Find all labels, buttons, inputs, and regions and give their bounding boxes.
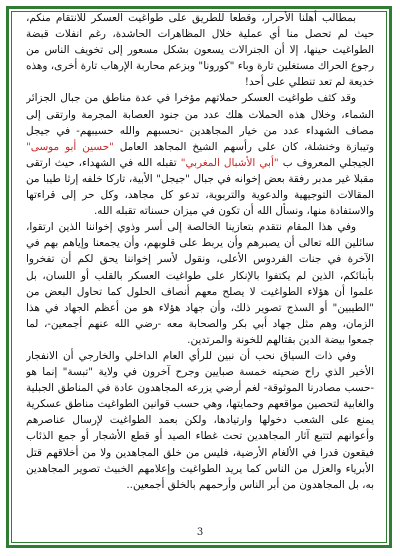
- paragraph-condolences: وفي هذا المقام نتقدم بتعازينا الخالصة إلى أسر وذوي إخواننا الذين ارتقوا، سائلين الله تعالى أن يصبرهم وأن يربط على قلوبهم، وأن يجمعنا وإياهم بهم في الآخرة في جنات الفردوس الأعلى، ونقول لأسر إخواننا يحق لكم أن تفخروا بأبنائكم، الذين لم يكتفوا بالإنكار على طواغيت العسكر بالقلب أو اللسان، بل علموا أن هؤلاء الطواغيت لا يصلح معهم أنصاف الحلول كما تحاول البعض من "الطيبين" أو السذج تصوير ذلك، وأن جهاد هؤلاء هو من أعظم الجهاد في هذا الزمان، وهم مثل جهاد أبي بكر والصحابة معه -رضي الله عنهم أجمعين-، لما جمعوا بيضة الدين بقتالهم للخونة والمرتدين.: [26, 221, 374, 346]
- highlighted-name: "حسين أبو موسى": [26, 140, 114, 153]
- paragraph-martyrs: [26, 90, 374, 219]
- page-number: 3: [196, 527, 204, 538]
- paragraph-martyrs-text-3: تقبله الله في الشهداء، حيث ارتقى مقبلا غير مدبر رفقة بعض إخوانه في جبال "جيجل" الأبية، تاركا خلفه إرثا طيبا من المقالات التوجيهية والدعوية والتربوية، تدعو كل مجاهد، وكل حر إلى قراءتها والاستفادة منها، ونسأل الله أن تكون في ميزان حسناته تقبله الله.: [26, 156, 374, 218]
- paragraph-intro: بمطالب أهلنا الأحرار، وقطعا للطريق على طواغيت العسكر للانتقام منكم، حيث لم تحصل منا أي عملية خلال المظاهرات الحاشدة، رغم انفلات قبضة الطواغيت حينها، إلا أن الجنرالات يسعون بشكل مسعور إلى تخويف الناس من رجوع الحراك مستغلين تارة وباء "كورونا" وبزعم محاربة الإرهاب تارة أخرى، وهذه خديعة لم تعد تنطلي على أحد!: [26, 12, 374, 89]
- paragraph-martyrs-text-2: الجيجلي المعروف ب: [282, 156, 374, 169]
- paragraph-statement: وفي ذات السياق نحب أن نبين للرأي العام الداخلي والخارجي أن الانفجار الأخير الذي راح ضحيته خمسة صبايين وجرح آخرون في ولاية "تبسة" إنما هو -حسب مصادرنا الموثوقة- لغم أرضي يزرعه المجاهدون عادة في المناطق الجبلية والغابية لتحصين مواقعهم وحمايتها، وهي حسب قوانين الطواغيت مناطق عسكرية يمنع على الشعب دخولها وارتيادها، ولكن بعمد الطواغيت لإرسال عناصرهم وأعوانهم لتتبع آثار المجاهدين تحت غطاء الصيد أو قطع الأشجار أو جمع الذئاب فيقعون قدرا في الألغام الأرضية، فليس من خلق المجاهدين ولا من أخلاقهم قتل الأبرياء والعزل من الناس كما يريد الطواغيت وإعلامهم الخبيث تصوير المجاهدين به، بل المجاهدون من أبر الناس وأرحمهم بالخلق أجمعين..: [26, 349, 374, 491]
- paragraph-martyrs-text: وقد كثف طواغيت العسكر حملاتهم مؤخرا في عدة مناطق من جبال الجزائر الشماء، وخلال هذه الحملات هلك عدد من جنود العصابة المجرمة وارتقى إلى مصاف الشهداء عدد من خيار المجاهدين -نحسبهم والله حسيبهم- في جيجل وتيبازة وخنشلة، كان على رأسهم الشيخ المجاهد العامل: [26, 92, 374, 153]
- highlighted-kunya: "أبي الأشبال المغربي": [180, 156, 279, 169]
- page-body: [26, 10, 374, 515]
